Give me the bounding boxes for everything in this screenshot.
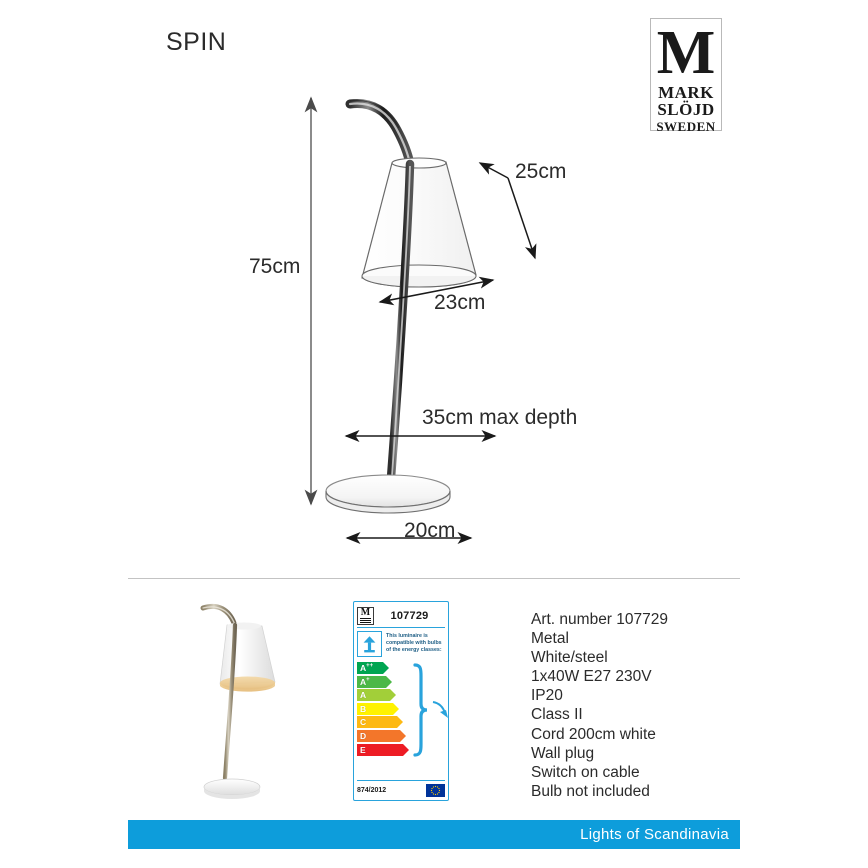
energy-class-arrow: [357, 716, 397, 728]
brand-logo-line-3: SWEDEN: [656, 119, 716, 134]
energy-class-arrow-tip: [400, 730, 406, 742]
brand-logo-monogram: M: [656, 19, 716, 87]
section-divider: [128, 578, 740, 579]
energy-class-arrow: [357, 744, 403, 756]
energy-class-arrow: [357, 662, 383, 674]
energy-class-arrow: [357, 689, 390, 701]
energy-class-arrow-tip: [403, 744, 409, 756]
energy-class-scale: [357, 662, 445, 758]
energy-class-label: E: [360, 744, 366, 755]
energy-class-arrow: [357, 676, 386, 688]
footer-bar: [128, 820, 740, 849]
dimension-label-shade-slant: 25cm: [515, 160, 567, 183]
technical-drawing: [240, 80, 660, 560]
eu-flag-icon: [426, 784, 445, 797]
specification-line: Wall plug: [531, 744, 595, 762]
lamp-icon: [357, 631, 382, 657]
energy-class-label: A: [360, 690, 367, 701]
energy-class-label: A+: [360, 676, 370, 687]
technical-drawing-svg: [240, 80, 660, 560]
dimension-label-shade-width: 23cm: [434, 291, 486, 314]
page-title: SPIN: [166, 28, 227, 56]
lamp-icon-svg: [361, 635, 378, 654]
specification-line: Switch on cable: [531, 763, 640, 781]
brand-logo-line-2: SLÖJD: [657, 100, 715, 119]
lamp-base: [326, 475, 450, 513]
energy-label: [353, 601, 449, 801]
energy-class-arrow-tip: [390, 689, 396, 701]
specification-line: Class II: [531, 706, 583, 724]
specification-line: Bulb not included: [531, 782, 650, 800]
energy-class-arrow: [357, 703, 393, 715]
energy-label-footer: [357, 780, 445, 797]
energy-class-brace-icon: [412, 662, 449, 758]
energy-label-header: [357, 605, 445, 628]
specification-line: 1x40W E27 230V: [531, 668, 652, 686]
energy-label-compatibility-text: This luminaire is compatible with bulbs of the energy classes:: [386, 633, 442, 653]
energy-class-superscript: +: [366, 676, 370, 683]
energy-class-arrow-tip: [397, 716, 403, 728]
specification-line: Art. number 107729: [531, 611, 669, 628]
energy-class-superscript: ++: [366, 663, 374, 670]
lamp-shade: [362, 158, 476, 287]
product-photo-svg: [172, 592, 300, 808]
energy-class-label: A++: [360, 663, 374, 673]
specification-line: Metal: [531, 630, 569, 648]
specification-line: White/steel: [531, 649, 608, 667]
lamp-arm: [350, 101, 410, 164]
energy-class-arrow-tip: [386, 676, 392, 688]
energy-class-arrow-tip: [383, 662, 389, 674]
energy-class-arrow: [357, 730, 400, 742]
specification-line: IP20: [531, 687, 563, 705]
energy-class-label: B: [360, 703, 367, 714]
energy-label-brand-monogram: M: [360, 607, 371, 618]
specification-list: [531, 610, 668, 801]
energy-label-brand-icon: [357, 607, 374, 625]
brand-logo: [650, 18, 722, 134]
specification-line: Cord 200cm white: [531, 725, 656, 743]
energy-label-compatibility: [357, 631, 445, 658]
footer-tagline: Lights of Scandinavia: [580, 826, 729, 843]
energy-class-arrow-tip: [393, 703, 399, 715]
energy-label-regulation: 874/2012: [357, 787, 387, 794]
energy-class-label: C: [360, 717, 367, 728]
energy-class-label: D: [360, 730, 367, 741]
energy-label-brand-bars: [360, 617, 371, 623]
eu-flag-svg: [426, 784, 445, 797]
dimension-label-max-depth: 35cm max depth: [422, 406, 578, 429]
energy-label-article-number: 107729: [390, 609, 429, 622]
dimension-label-height: 75cm: [249, 255, 301, 278]
dimension-label-base-width: 20cm: [404, 519, 456, 542]
brand-logo-line-1: MARK: [658, 83, 714, 102]
product-photo: [172, 592, 300, 808]
